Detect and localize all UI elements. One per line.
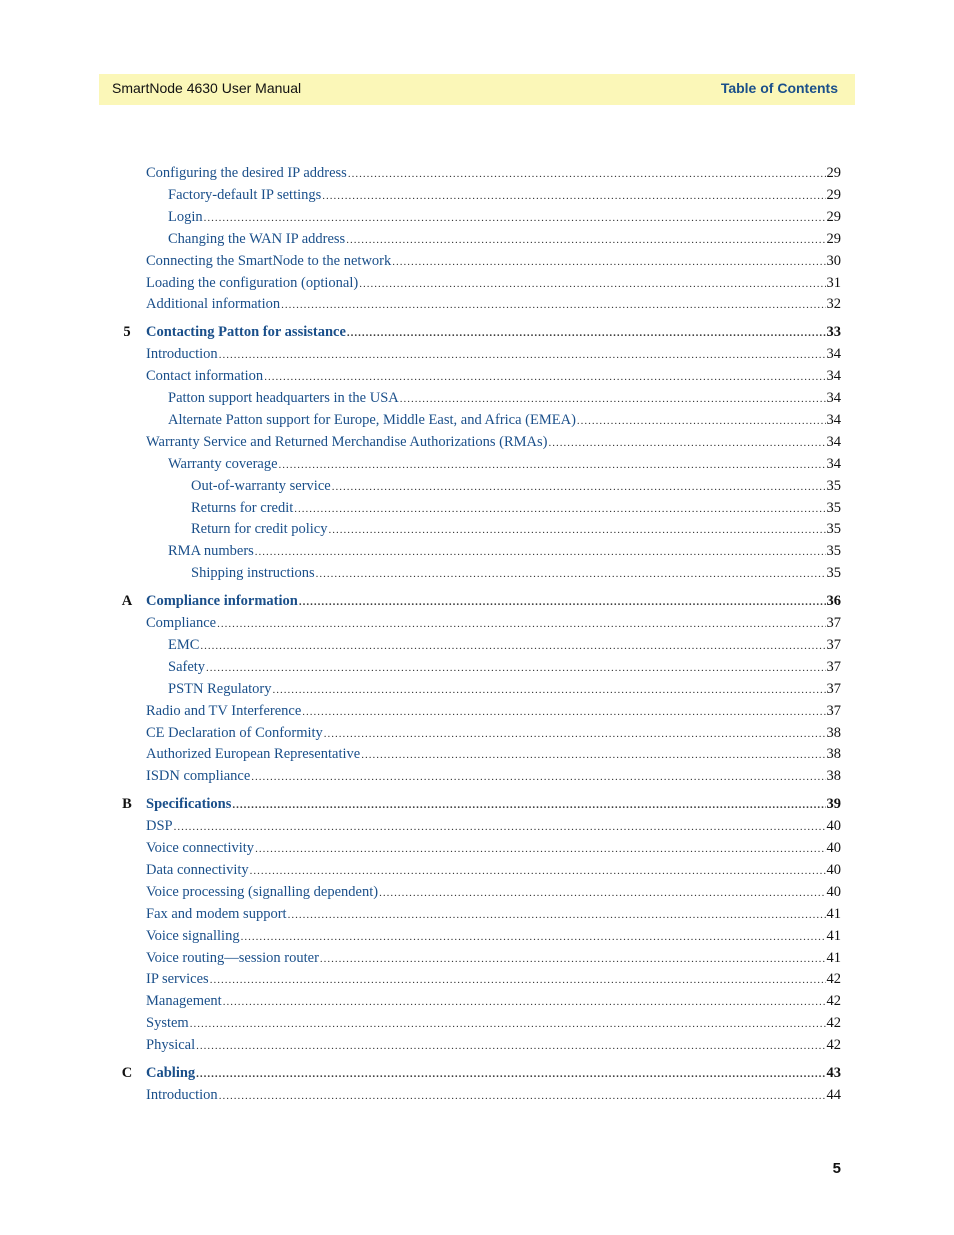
toc-page-number[interactable]: 31 <box>826 274 841 291</box>
toc-entry-title[interactable]: Authorized European Representative <box>146 746 361 763</box>
dot-leader <box>255 542 826 562</box>
toc-page-number[interactable]: 41 <box>826 927 841 944</box>
toc-entry-title[interactable]: Data connectivity <box>146 861 249 878</box>
toc-entry-title[interactable]: Out-of-warranty service <box>191 477 331 494</box>
toc-entry[interactable] <box>0 766 954 786</box>
dot-leader <box>288 905 826 925</box>
toc-entry[interactable] <box>0 251 954 271</box>
toc-entry[interactable] <box>0 969 954 989</box>
toc-entry[interactable] <box>0 1035 954 1055</box>
toc-page-number[interactable]: 34 <box>826 411 841 428</box>
toc-entry[interactable] <box>0 816 954 836</box>
toc-chapter-entry[interactable] <box>0 322 954 342</box>
toc-entry-title[interactable]: Compliance information <box>146 593 298 610</box>
toc-entry[interactable] <box>0 432 954 452</box>
toc-page-number[interactable]: 42 <box>826 993 841 1010</box>
dot-leader <box>204 208 826 228</box>
dot-leader <box>241 927 826 947</box>
toc-entry[interactable] <box>0 563 954 583</box>
toc-entry-title[interactable]: Fax and modem support <box>146 905 287 922</box>
toc-entry[interactable] <box>0 904 954 924</box>
toc-entry-title[interactable]: Patton support headquarters in the USA <box>168 390 399 406</box>
toc-entry-title[interactable]: Loading the configuration (optional) <box>146 274 359 291</box>
toc-page-number[interactable]: 37 <box>826 636 841 653</box>
toc-chapter-number: C <box>121 1065 133 1081</box>
dot-leader <box>196 1036 825 1056</box>
dot-leader <box>346 230 825 250</box>
toc-entry[interactable] <box>0 229 954 249</box>
dot-leader <box>174 817 826 837</box>
toc-entry-title[interactable]: Safety <box>168 658 206 675</box>
dot-leader <box>190 1014 826 1034</box>
toc-page-number[interactable]: 34 <box>826 455 841 472</box>
toc-entry[interactable] <box>0 1085 954 1105</box>
dot-leader <box>196 1064 825 1084</box>
dot-leader <box>273 680 826 700</box>
toc-entry-title[interactable]: Returns for credit <box>191 499 294 516</box>
toc-entry[interactable] <box>0 635 954 655</box>
toc-entry-title[interactable]: Management <box>146 993 222 1010</box>
toc-entry-title[interactable]: Warranty coverage <box>168 455 278 472</box>
toc-entry-title[interactable]: RMA numbers <box>168 543 254 560</box>
toc-entry[interactable] <box>0 744 954 764</box>
toc-entry-title[interactable]: Physical <box>146 1037 196 1054</box>
toc-page-number[interactable]: 42 <box>826 971 841 988</box>
toc-page-number[interactable]: 33 <box>826 324 841 341</box>
document-title: SmartNode 4630 User Manual <box>112 80 302 96</box>
toc-entry[interactable] <box>0 541 954 561</box>
toc-entry-title[interactable]: Configuring the desired IP address <box>146 165 347 181</box>
toc-chapter-entry[interactable] <box>0 591 954 611</box>
toc-page-number[interactable]: 43 <box>826 1065 841 1081</box>
dot-leader <box>279 455 826 475</box>
toc-page-number[interactable]: 34 <box>826 346 841 363</box>
dot-leader <box>400 389 826 409</box>
dot-leader <box>299 592 826 612</box>
toc-entry[interactable] <box>0 454 954 474</box>
dot-leader <box>577 411 826 431</box>
toc-entry[interactable] <box>0 498 954 518</box>
toc-entry-title[interactable]: PSTN Regulatory <box>168 680 272 697</box>
toc-page-number[interactable]: 38 <box>826 724 841 741</box>
toc-entry[interactable] <box>0 882 954 902</box>
toc-page-number[interactable]: 34 <box>826 433 841 450</box>
dot-leader <box>294 499 825 519</box>
toc-entry-title[interactable]: Changing the WAN IP address <box>168 230 346 247</box>
toc-entry[interactable] <box>0 838 954 858</box>
dot-leader <box>232 795 825 815</box>
toc-page-number[interactable]: 42 <box>826 1015 841 1032</box>
toc-entry-title[interactable]: Login <box>168 208 203 225</box>
toc-entry-title[interactable]: Compliance <box>146 615 217 631</box>
toc-page-number[interactable]: 39 <box>826 796 841 813</box>
toc-entry-title[interactable]: Voice routing—session router <box>146 949 319 966</box>
toc-entry[interactable] <box>0 948 954 968</box>
toc-page-number[interactable]: 37 <box>826 702 841 719</box>
toc-entry[interactable] <box>0 1013 954 1033</box>
toc-entry-title[interactable]: Shipping instructions <box>191 565 315 582</box>
toc-entry-title[interactable]: Return for credit policy <box>191 521 328 538</box>
toc-entry[interactable] <box>0 410 954 430</box>
toc-entry-title[interactable]: DSP <box>146 818 173 835</box>
dot-leader <box>322 186 825 206</box>
toc-chapter-number: 5 <box>123 324 131 341</box>
section-title-link[interactable]: Table of Contents <box>720 80 838 96</box>
dot-leader <box>302 702 825 722</box>
toc-entry-title[interactable]: Connecting the SmartNode to the network <box>146 252 392 269</box>
dot-leader <box>320 949 826 969</box>
toc-page-number[interactable]: 35 <box>826 477 841 494</box>
toc-entry[interactable] <box>0 185 954 205</box>
toc-page-number[interactable]: 29 <box>826 208 841 225</box>
toc-page-number[interactable]: 40 <box>826 883 841 900</box>
toc-entry-title[interactable]: EMC <box>168 636 200 653</box>
toc-entry-title[interactable]: System <box>146 1015 189 1032</box>
dot-leader <box>392 252 825 272</box>
dot-leader <box>223 992 826 1012</box>
toc-page-number[interactable]: 44 <box>826 1086 841 1103</box>
dot-leader <box>361 745 825 765</box>
toc-page-number[interactable]: 40 <box>826 861 841 878</box>
toc-page-number[interactable]: 41 <box>826 905 841 922</box>
toc-page-number[interactable]: 41 <box>826 949 841 966</box>
toc-entry-title[interactable]: Additional information <box>146 296 281 313</box>
dot-leader <box>219 345 826 365</box>
dot-leader <box>250 861 826 881</box>
dot-leader <box>379 883 825 903</box>
dot-leader <box>255 839 825 859</box>
dot-leader <box>200 636 825 656</box>
toc-entry-title[interactable]: Radio and TV Interference <box>146 702 302 719</box>
toc-page-number[interactable]: 40 <box>826 818 841 835</box>
toc-entry[interactable] <box>0 613 954 633</box>
dot-leader <box>549 433 826 453</box>
toc-entry[interactable] <box>0 679 954 699</box>
toc-entry[interactable] <box>0 163 954 183</box>
toc-page-number[interactable]: 42 <box>826 1037 841 1054</box>
dot-leader <box>217 614 825 634</box>
toc-page-number[interactable]: 29 <box>826 230 841 247</box>
toc-entry[interactable] <box>0 991 954 1011</box>
toc-entry-title[interactable]: Warranty Service and Returned Merchandise Authorizations (RMAs) <box>146 433 548 450</box>
toc-page-number[interactable]: 37 <box>826 615 841 631</box>
toc-entry-title[interactable]: Voice signalling <box>146 927 240 944</box>
toc-chapter-entry[interactable] <box>0 1063 954 1083</box>
toc-page-number[interactable]: 38 <box>826 746 841 763</box>
toc-entry-title[interactable]: Introduction <box>146 1086 218 1103</box>
dot-leader <box>281 295 825 315</box>
toc-page-number[interactable]: 34 <box>826 390 841 406</box>
toc-page-number[interactable]: 35 <box>826 499 841 516</box>
toc-entry-title[interactable]: Alternate Patton support for Europe, Middle East, and Africa (EMEA) <box>168 411 576 428</box>
toc-entry-title[interactable]: ISDN compliance <box>146 768 251 785</box>
dot-leader <box>348 164 826 184</box>
toc-entry-title[interactable]: Contact information <box>146 368 264 385</box>
toc-entry[interactable] <box>0 860 954 880</box>
toc-entry-title[interactable]: Factory-default IP settings <box>168 186 322 203</box>
toc-page-number[interactable]: 35 <box>826 521 841 538</box>
toc-entry[interactable] <box>0 273 954 293</box>
toc-entry[interactable] <box>0 476 954 496</box>
toc-entry-title[interactable]: Introduction <box>146 346 218 363</box>
toc-chapter-number: A <box>121 593 133 610</box>
toc-entry[interactable] <box>0 926 954 946</box>
toc-page-number[interactable]: 30 <box>826 252 841 269</box>
toc-chapter-entry[interactable] <box>0 794 954 814</box>
toc-entry[interactable] <box>0 657 954 677</box>
toc-entry[interactable] <box>0 723 954 743</box>
dot-leader <box>332 477 826 497</box>
dot-leader <box>347 323 826 343</box>
toc-entry[interactable] <box>0 344 954 364</box>
dot-leader <box>324 724 826 744</box>
toc-entry-title[interactable]: Contacting Patton for assistance <box>146 324 346 341</box>
running-header <box>99 74 855 105</box>
toc-entry-title[interactable]: Cabling <box>146 1065 196 1081</box>
toc-page-number[interactable]: 35 <box>826 543 841 560</box>
page-number: 5 <box>832 1160 841 1177</box>
toc-entry[interactable] <box>0 294 954 314</box>
toc-entry[interactable] <box>0 207 954 227</box>
toc-page-number[interactable]: 32 <box>826 296 841 313</box>
toc-entry[interactable] <box>0 388 954 408</box>
dot-leader <box>206 658 825 678</box>
toc-page-number[interactable]: 34 <box>826 368 841 385</box>
dot-leader <box>264 367 825 387</box>
dot-leader <box>359 274 825 294</box>
dot-leader <box>316 564 826 584</box>
toc-entry[interactable] <box>0 366 954 386</box>
toc-page-number[interactable]: 35 <box>826 565 841 582</box>
dot-leader <box>329 520 826 540</box>
toc-entry-title[interactable]: Voice connectivity <box>146 840 255 856</box>
dot-leader <box>219 1086 826 1106</box>
toc-page-number[interactable]: 29 <box>826 165 841 181</box>
toc-entry[interactable] <box>0 701 954 721</box>
dot-leader <box>251 767 825 787</box>
dot-leader <box>210 970 826 990</box>
toc-page-number[interactable]: 36 <box>826 593 841 610</box>
toc-entry-title[interactable]: Voice processing (signalling dependent) <box>146 883 379 900</box>
toc-page-number[interactable]: 29 <box>826 186 841 203</box>
toc-entry-title[interactable]: Specifications <box>146 796 232 813</box>
toc-chapter-number: B <box>122 796 132 813</box>
toc-page-number[interactable]: 40 <box>826 840 841 856</box>
toc-entry-title[interactable]: IP services <box>146 971 209 988</box>
toc-entry[interactable] <box>0 519 954 539</box>
toc-page-number[interactable]: 37 <box>826 680 841 697</box>
toc-page-number[interactable]: 38 <box>826 768 841 785</box>
toc-entry-title[interactable]: CE Declaration of Conformity <box>146 724 323 741</box>
toc-page-number[interactable]: 37 <box>826 658 841 675</box>
